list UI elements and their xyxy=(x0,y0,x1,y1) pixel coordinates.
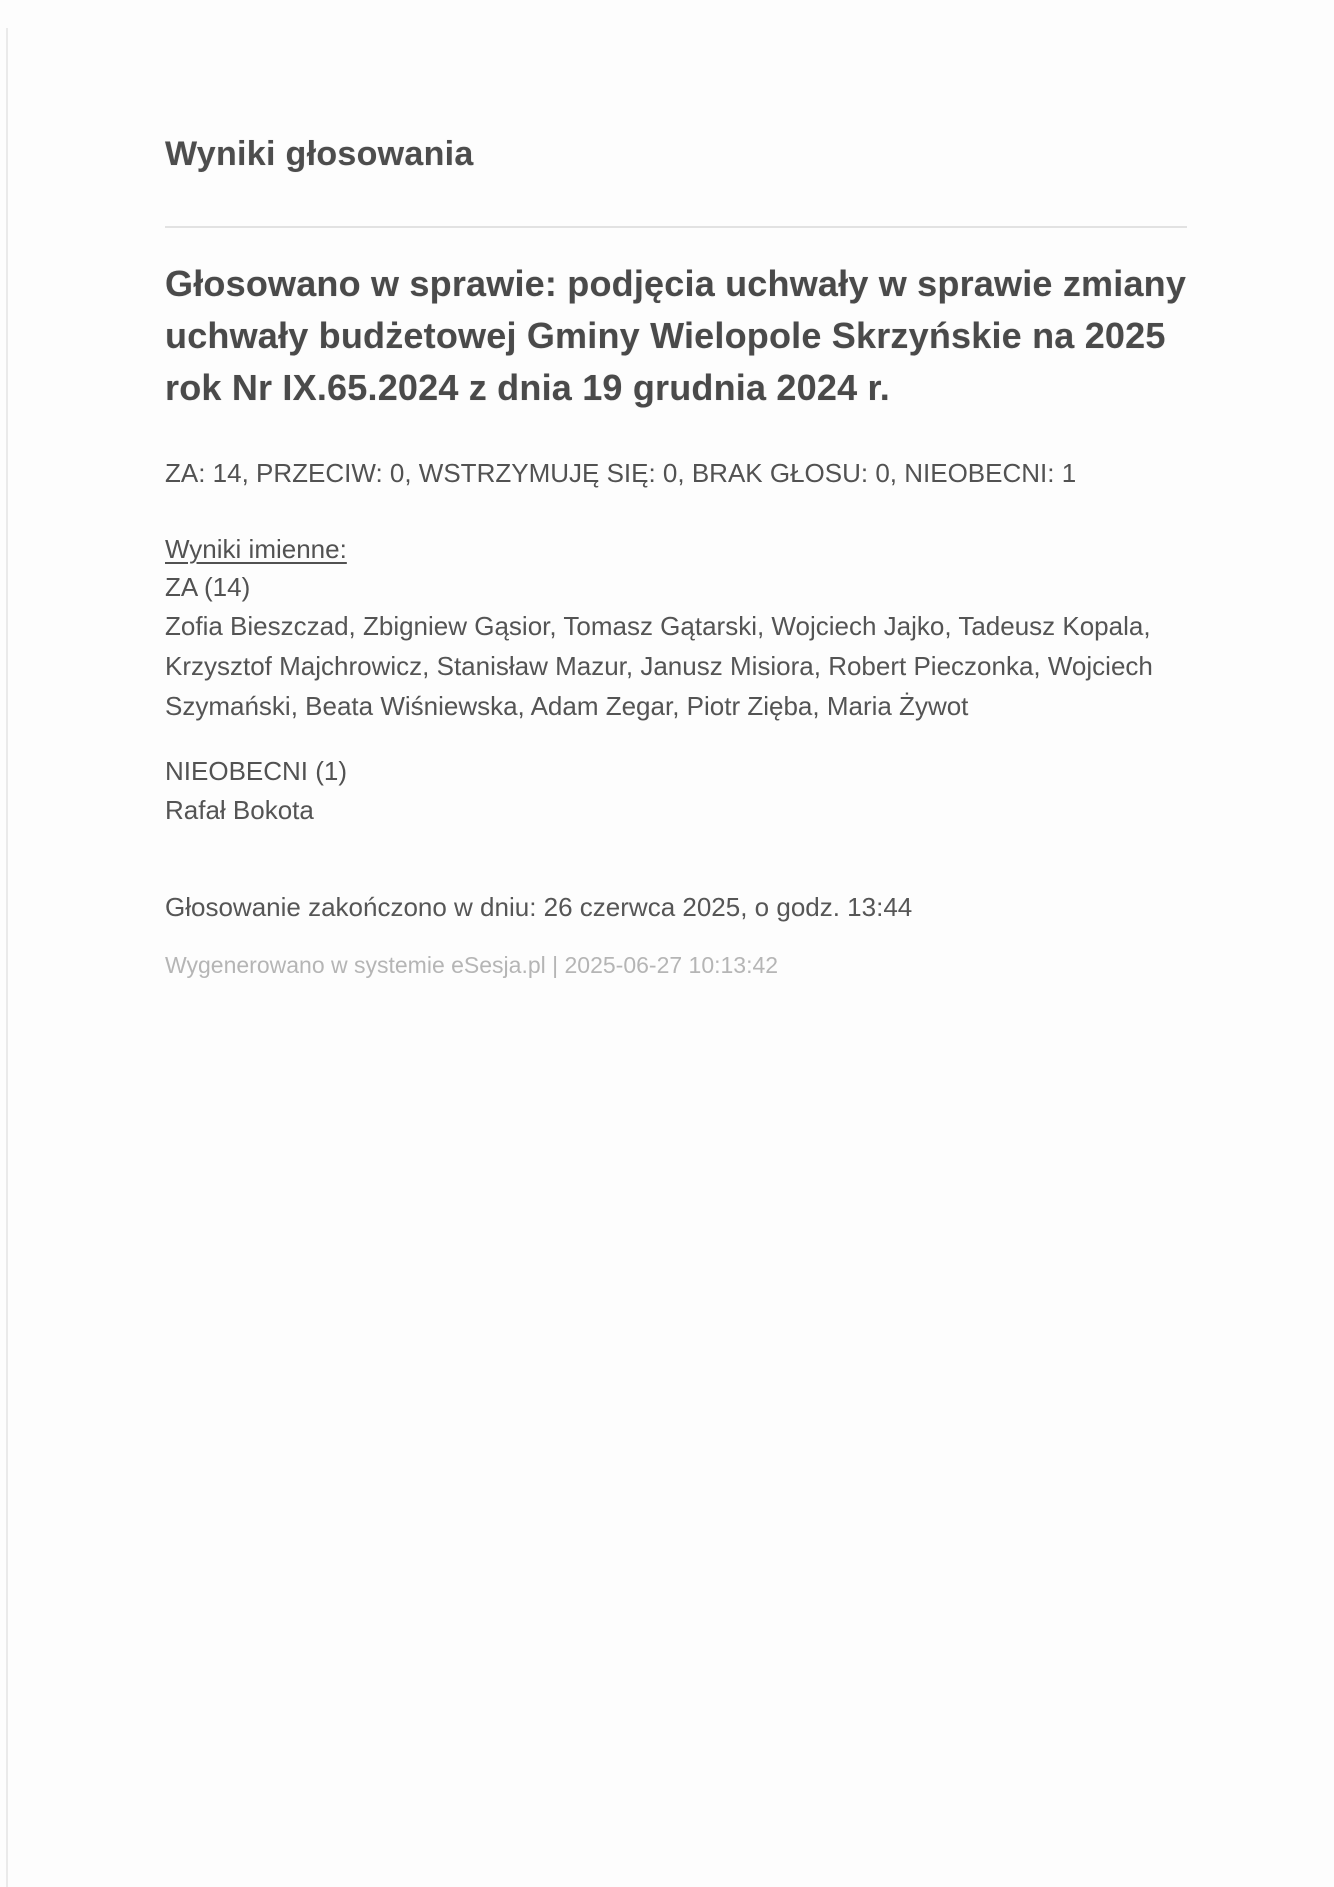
vote-group-label: NIEOBECNI (1) xyxy=(165,756,348,786)
vote-summary-line: ZA: 14, PRZECIW: 0, WSTRZYMUJĘ SIĘ: 0, BRAK GŁOSU: 0, NIEOBECNI: 1 xyxy=(165,458,1077,488)
document-content xyxy=(165,132,1205,982)
scan-edge-line xyxy=(6,28,8,1887)
vote-group-names: Zofia Bieszczad, Zbigniew Gąsior, Tomasz Gątarski, Wojciech Jajko, Tadeusz Kopala, Krzysztof Majchrowicz, Stanisław Mazur, Janusz Misiora, Robert Pieczonka, Wojciech Szymański, Beata Wiśniewska, Adam Zegar, Piotr Zięba, Maria Żywot xyxy=(165,611,1153,721)
page-title: Wyniki głosowania xyxy=(165,135,474,173)
named-results-label: Wyniki imienne: xyxy=(165,534,347,564)
vote-group-za xyxy=(165,568,1205,726)
vote-group-names: Rafał Bokota xyxy=(165,795,314,825)
vote-subject-heading: Głosowano w sprawie: podjęcia uchwały w sprawie zmiany uchwały budżetowej Gminy Wielopole Skrzyńskie na 2025 rok Nr IX.65.2024 z dnia 19 grudnia 2024 r. xyxy=(165,263,1187,408)
title-divider xyxy=(165,226,1187,228)
vote-group-label: ZA (14) xyxy=(165,572,251,602)
generated-note: Wygenerowano w systemie eSesja.pl | 2025-06-27 10:13:42 xyxy=(165,952,779,978)
vote-group-nieobecni xyxy=(165,752,1205,830)
closing-line: Głosowanie zakończono w dniu: 26 czerwca 2025, o godz. 13:44 xyxy=(165,892,913,922)
